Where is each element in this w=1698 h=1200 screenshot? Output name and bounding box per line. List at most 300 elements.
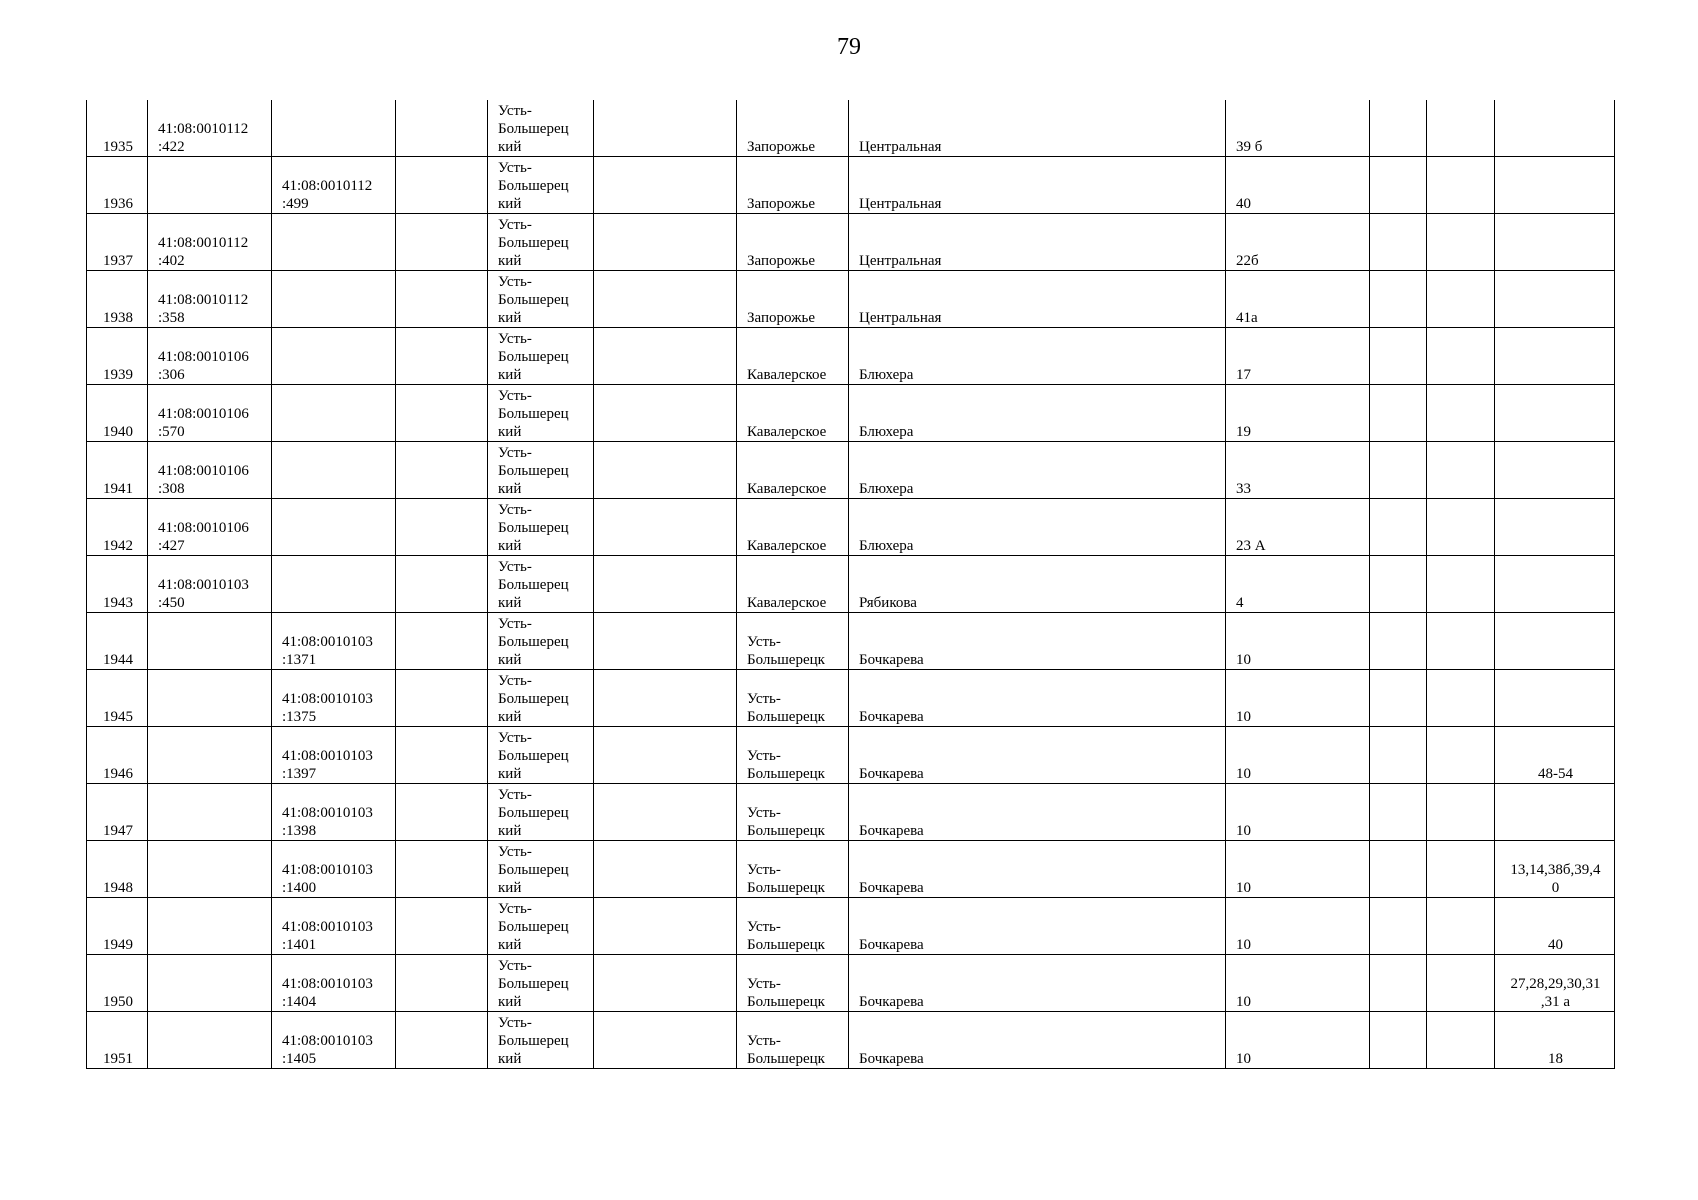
row-number-cell: 1935 [87, 100, 148, 157]
house-number-cell: 10 [1226, 841, 1370, 898]
locality-line: Запорожье [747, 196, 815, 212]
house-number-cell: 23 А [1226, 499, 1370, 556]
locality-line: Усть- [747, 919, 781, 935]
empty-cell [594, 784, 737, 841]
district-line: кий [498, 937, 522, 953]
locality-line: Кавалерское [747, 595, 827, 611]
empty-cell [594, 499, 737, 556]
district-line: Большерец [498, 634, 569, 650]
locality-line: Усть- [747, 748, 781, 764]
empty-cell [1370, 100, 1427, 157]
locality-cell [737, 613, 849, 670]
district-line: Большерец [498, 292, 569, 308]
cadastral-number-alt-cell [272, 214, 396, 271]
empty-cell [1427, 271, 1495, 328]
district-line: Усть- [498, 787, 532, 803]
street-cell: Бочкарева [849, 670, 1226, 727]
empty-cell [1370, 385, 1427, 442]
cadastral-number-alt-cell [272, 385, 396, 442]
empty-cell [396, 670, 488, 727]
district-line: Усть- [498, 1015, 532, 1031]
locality-line: Большерецк [747, 994, 825, 1010]
table-row [87, 442, 1615, 499]
empty-cell [1370, 499, 1427, 556]
cadastral-number-alt-cell [272, 328, 396, 385]
locality-line: Усть- [747, 976, 781, 992]
row-number-cell: 1942 [87, 499, 148, 556]
house-number-cell: 39 б [1226, 100, 1370, 157]
row-number-cell: 1937 [87, 214, 148, 271]
row-number-cell: 1940 [87, 385, 148, 442]
apartments-line: 27,28,29,30,31 [1510, 976, 1601, 992]
house-number-cell: 4 [1226, 556, 1370, 613]
empty-cell [594, 727, 737, 784]
table-row [87, 955, 1615, 1012]
cadastral-line: :1405 [282, 1051, 317, 1067]
street-cell: Бочкарева [849, 841, 1226, 898]
cadastral-line: :1401 [282, 937, 317, 953]
cadastral-number-cell [148, 955, 272, 1012]
locality-line: Кавалерское [747, 538, 827, 554]
cadastral-line: 41:08:0010106 [158, 349, 249, 365]
cadastral-number-cell [148, 1012, 272, 1069]
register-body [87, 100, 1615, 1069]
locality-line: Большерецк [747, 652, 825, 668]
apartments-cell [1495, 157, 1615, 214]
district-cell [488, 214, 594, 271]
cadastral-number-alt-cell [272, 499, 396, 556]
cadastral-number-alt-cell [272, 1012, 396, 1069]
empty-cell [1370, 328, 1427, 385]
cadastral-number-cell [148, 727, 272, 784]
district-line: кий [498, 424, 522, 440]
cadastral-line: :499 [282, 196, 309, 212]
cadastral-number-cell [148, 670, 272, 727]
district-cell [488, 442, 594, 499]
district-line: Усть- [498, 274, 532, 290]
cadastral-number-alt-cell [272, 556, 396, 613]
apartments-cell [1495, 328, 1615, 385]
street-cell: Центральная [849, 271, 1226, 328]
page-number: 79 [837, 34, 861, 60]
empty-cell [594, 385, 737, 442]
district-line: Усть- [498, 217, 532, 233]
district-line: Большерец [498, 577, 569, 593]
locality-line: Большерецк [747, 937, 825, 953]
empty-cell [396, 955, 488, 1012]
locality-line: Большерецк [747, 1051, 825, 1067]
cadastral-number-cell [148, 385, 272, 442]
district-line: кий [498, 310, 522, 326]
cadastral-number-alt-cell [272, 271, 396, 328]
district-line: Усть- [498, 331, 532, 347]
empty-cell [1370, 670, 1427, 727]
district-cell [488, 100, 594, 157]
empty-cell [1370, 613, 1427, 670]
district-line: Усть- [498, 844, 532, 860]
table-row [87, 100, 1615, 157]
cadastral-number-alt-cell [272, 100, 396, 157]
empty-cell [594, 157, 737, 214]
empty-cell [1427, 157, 1495, 214]
empty-cell [396, 1012, 488, 1069]
house-number-cell: 41а [1226, 271, 1370, 328]
district-cell [488, 385, 594, 442]
district-cell [488, 613, 594, 670]
locality-cell [737, 271, 849, 328]
district-line: Большерец [498, 121, 569, 137]
street-cell: Бочкарева [849, 898, 1226, 955]
cadastral-line: 41:08:0010103 [282, 691, 373, 707]
table-row [87, 784, 1615, 841]
apartments-cell [1495, 784, 1615, 841]
table-row [87, 898, 1615, 955]
street-cell: Рябикова [849, 556, 1226, 613]
locality-line: Усть- [747, 691, 781, 707]
street-cell: Бочкарева [849, 1012, 1226, 1069]
cadastral-line: :570 [158, 424, 185, 440]
cadastral-line: 41:08:0010112 [158, 235, 249, 251]
locality-cell [737, 841, 849, 898]
empty-cell [1370, 271, 1427, 328]
district-line: Большерец [498, 1033, 569, 1049]
district-line: Большерец [498, 862, 569, 878]
street-cell: Центральная [849, 214, 1226, 271]
house-number-cell: 33 [1226, 442, 1370, 499]
empty-cell [396, 898, 488, 955]
district-line: Усть- [498, 673, 532, 689]
cadastral-number-cell [148, 157, 272, 214]
district-line: кий [498, 823, 522, 839]
empty-cell [594, 100, 737, 157]
empty-cell [396, 556, 488, 613]
district-cell [488, 271, 594, 328]
apartments-cell [1495, 100, 1615, 157]
locality-line: Кавалерское [747, 424, 827, 440]
cadastral-number-alt-cell [272, 727, 396, 784]
apartments-cell [1495, 214, 1615, 271]
apartments-line: ,31 а [1540, 994, 1571, 1010]
district-line: Большерец [498, 235, 569, 251]
empty-cell [1427, 898, 1495, 955]
apartments-cell [1495, 955, 1615, 1012]
cadastral-number-alt-cell [272, 955, 396, 1012]
empty-cell [396, 784, 488, 841]
apartments-cell [1495, 898, 1615, 955]
district-cell [488, 784, 594, 841]
table-row [87, 157, 1615, 214]
apartments-line: 18 [1548, 1051, 1563, 1067]
cadastral-number-alt-cell [272, 157, 396, 214]
empty-cell [1427, 1012, 1495, 1069]
district-line: кий [498, 709, 522, 725]
apartments-cell [1495, 556, 1615, 613]
apartments-cell [1495, 1012, 1615, 1069]
locality-cell [737, 727, 849, 784]
cadastral-line: 41:08:0010103 [158, 577, 249, 593]
empty-cell [1427, 385, 1495, 442]
district-line: кий [498, 994, 522, 1010]
district-line: Усть- [498, 103, 532, 119]
cadastral-line: :1400 [282, 880, 317, 896]
locality-line: Кавалерское [747, 481, 827, 497]
row-number-cell: 1948 [87, 841, 148, 898]
empty-cell [1370, 727, 1427, 784]
street-cell: Бочкарева [849, 784, 1226, 841]
empty-cell [594, 1012, 737, 1069]
table-row [87, 385, 1615, 442]
empty-cell [396, 214, 488, 271]
empty-cell [1427, 214, 1495, 271]
locality-cell [737, 898, 849, 955]
table-row [87, 556, 1615, 613]
district-line: Большерец [498, 976, 569, 992]
district-cell [488, 727, 594, 784]
apartments-cell [1495, 385, 1615, 442]
cadastral-number-cell [148, 784, 272, 841]
locality-cell [737, 556, 849, 613]
district-cell [488, 670, 594, 727]
row-number-cell: 1944 [87, 613, 148, 670]
empty-cell [594, 328, 737, 385]
district-line: кий [498, 196, 522, 212]
house-number-cell: 10 [1226, 613, 1370, 670]
district-line: Большерец [498, 520, 569, 536]
empty-cell [396, 727, 488, 784]
row-number-cell: 1945 [87, 670, 148, 727]
row-number-cell: 1936 [87, 157, 148, 214]
cadastral-line: :1375 [282, 709, 317, 725]
empty-cell [594, 442, 737, 499]
cadastral-number-alt-cell [272, 442, 396, 499]
apartments-line: 0 [1551, 880, 1560, 896]
locality-cell [737, 328, 849, 385]
empty-cell [1427, 499, 1495, 556]
cadastral-number-alt-cell [272, 898, 396, 955]
locality-cell [737, 157, 849, 214]
apartments-line: 48-54 [1538, 766, 1573, 782]
district-line: кий [498, 1051, 522, 1067]
empty-cell [396, 841, 488, 898]
house-number-cell: 17 [1226, 328, 1370, 385]
district-cell [488, 1012, 594, 1069]
cadastral-number-cell [148, 499, 272, 556]
cadastral-line: 41:08:0010106 [158, 406, 249, 422]
district-line: кий [498, 481, 522, 497]
locality-line: Запорожье [747, 310, 815, 326]
cadastral-line: :422 [158, 139, 185, 155]
cadastral-line: 41:08:0010103 [282, 919, 373, 935]
street-cell: Бочкарева [849, 613, 1226, 670]
cadastral-line: :1371 [282, 652, 317, 668]
empty-cell [396, 100, 488, 157]
cadastral-line: :308 [158, 481, 185, 497]
district-line: Усть- [498, 730, 532, 746]
empty-cell [1370, 1012, 1427, 1069]
cadastral-line: :358 [158, 310, 185, 326]
empty-cell [1427, 727, 1495, 784]
cadastral-line: 41:08:0010106 [158, 520, 249, 536]
empty-cell [1427, 841, 1495, 898]
locality-line: Большерецк [747, 709, 825, 725]
row-number-cell: 1943 [87, 556, 148, 613]
district-line: кий [498, 367, 522, 383]
locality-cell [737, 214, 849, 271]
district-cell [488, 841, 594, 898]
row-number-cell: 1938 [87, 271, 148, 328]
table-row [87, 670, 1615, 727]
district-line: Большерец [498, 748, 569, 764]
district-line: Большерец [498, 178, 569, 194]
empty-cell [1370, 556, 1427, 613]
cadastral-number-cell [148, 442, 272, 499]
table-row [87, 271, 1615, 328]
cadastral-number-alt-cell [272, 670, 396, 727]
district-line: кий [498, 880, 522, 896]
cadastral-line: :306 [158, 367, 185, 383]
apartments-cell [1495, 727, 1615, 784]
empty-cell [594, 670, 737, 727]
table-row [87, 214, 1615, 271]
cadastral-line: 41:08:0010103 [282, 634, 373, 650]
empty-cell [1370, 442, 1427, 499]
locality-line: Усть- [747, 805, 781, 821]
empty-cell [1370, 898, 1427, 955]
locality-cell [737, 100, 849, 157]
empty-cell [396, 328, 488, 385]
house-number-cell: 22б [1226, 214, 1370, 271]
apartments-cell [1495, 841, 1615, 898]
locality-line: Большерецк [747, 823, 825, 839]
table-row [87, 1012, 1615, 1069]
district-line: Усть- [498, 160, 532, 176]
street-cell: Блюхера [849, 442, 1226, 499]
empty-cell [1370, 955, 1427, 1012]
empty-cell [396, 613, 488, 670]
row-number-cell: 1947 [87, 784, 148, 841]
district-line: кий [498, 766, 522, 782]
street-cell: Центральная [849, 157, 1226, 214]
district-cell [488, 556, 594, 613]
empty-cell [1427, 670, 1495, 727]
apartments-cell [1495, 613, 1615, 670]
cadastral-number-cell [148, 898, 272, 955]
empty-cell [594, 271, 737, 328]
apartments-cell [1495, 670, 1615, 727]
cadastral-line: :1398 [282, 823, 317, 839]
locality-cell [737, 499, 849, 556]
empty-cell [1370, 784, 1427, 841]
table-row [87, 499, 1615, 556]
district-line: Большерец [498, 919, 569, 935]
locality-line: Большерецк [747, 766, 825, 782]
empty-cell [1427, 442, 1495, 499]
district-line: кий [498, 538, 522, 554]
locality-line: Запорожье [747, 139, 815, 155]
house-number-cell: 10 [1226, 955, 1370, 1012]
street-cell: Бочкарева [849, 955, 1226, 1012]
cadastral-number-alt-cell [272, 841, 396, 898]
apartments-cell [1495, 271, 1615, 328]
register-table [86, 100, 1615, 1069]
apartments-line: 40 [1548, 937, 1563, 953]
empty-cell [396, 385, 488, 442]
empty-cell [1370, 841, 1427, 898]
empty-cell [1370, 157, 1427, 214]
table-row [87, 613, 1615, 670]
cadastral-number-alt-cell [272, 784, 396, 841]
row-number-cell: 1950 [87, 955, 148, 1012]
district-line: кий [498, 253, 522, 269]
locality-cell [737, 442, 849, 499]
row-number-cell: 1939 [87, 328, 148, 385]
empty-cell [1427, 784, 1495, 841]
empty-cell [1427, 613, 1495, 670]
empty-cell [594, 955, 737, 1012]
empty-cell [396, 499, 488, 556]
district-cell [488, 499, 594, 556]
cadastral-line: 41:08:0010103 [282, 976, 373, 992]
apartments-cell [1495, 442, 1615, 499]
empty-cell [396, 157, 488, 214]
locality-cell [737, 784, 849, 841]
cadastral-line: 41:08:0010103 [282, 1033, 373, 1049]
empty-cell [1427, 328, 1495, 385]
cadastral-line: 41:08:0010112 [158, 121, 249, 137]
cadastral-line: 41:08:0010106 [158, 463, 249, 479]
street-cell: Блюхера [849, 499, 1226, 556]
table-row [87, 727, 1615, 784]
row-number-cell: 1946 [87, 727, 148, 784]
cadastral-number-cell [148, 271, 272, 328]
house-number-cell: 10 [1226, 727, 1370, 784]
house-number-cell: 10 [1226, 1012, 1370, 1069]
house-number-cell: 19 [1226, 385, 1370, 442]
cadastral-number-cell [148, 556, 272, 613]
locality-cell [737, 385, 849, 442]
district-cell [488, 955, 594, 1012]
cadastral-line: 41:08:0010103 [282, 748, 373, 764]
empty-cell [396, 271, 488, 328]
apartments-line: 13,14,38б,39,4 [1510, 862, 1601, 878]
street-cell: Блюхера [849, 385, 1226, 442]
empty-cell [1427, 100, 1495, 157]
locality-line: Усть- [747, 634, 781, 650]
cadastral-line: 41:08:0010112 [158, 292, 249, 308]
street-cell: Бочкарева [849, 727, 1226, 784]
district-line: кий [498, 139, 522, 155]
district-line: Усть- [498, 559, 532, 575]
locality-cell [737, 1012, 849, 1069]
locality-line: Запорожье [747, 253, 815, 269]
district-line: Большерец [498, 349, 569, 365]
empty-cell [594, 556, 737, 613]
district-line: Большерец [498, 691, 569, 707]
cadastral-line: :1397 [282, 766, 317, 782]
district-line: Усть- [498, 616, 532, 632]
district-cell [488, 328, 594, 385]
empty-cell [1427, 955, 1495, 1012]
empty-cell [1370, 214, 1427, 271]
district-line: Усть- [498, 445, 532, 461]
district-line: Усть- [498, 901, 532, 917]
house-number-cell: 10 [1226, 670, 1370, 727]
row-number-cell: 1949 [87, 898, 148, 955]
locality-cell [737, 670, 849, 727]
locality-cell [737, 955, 849, 1012]
cadastral-number-cell [148, 841, 272, 898]
street-cell: Блюхера [849, 328, 1226, 385]
